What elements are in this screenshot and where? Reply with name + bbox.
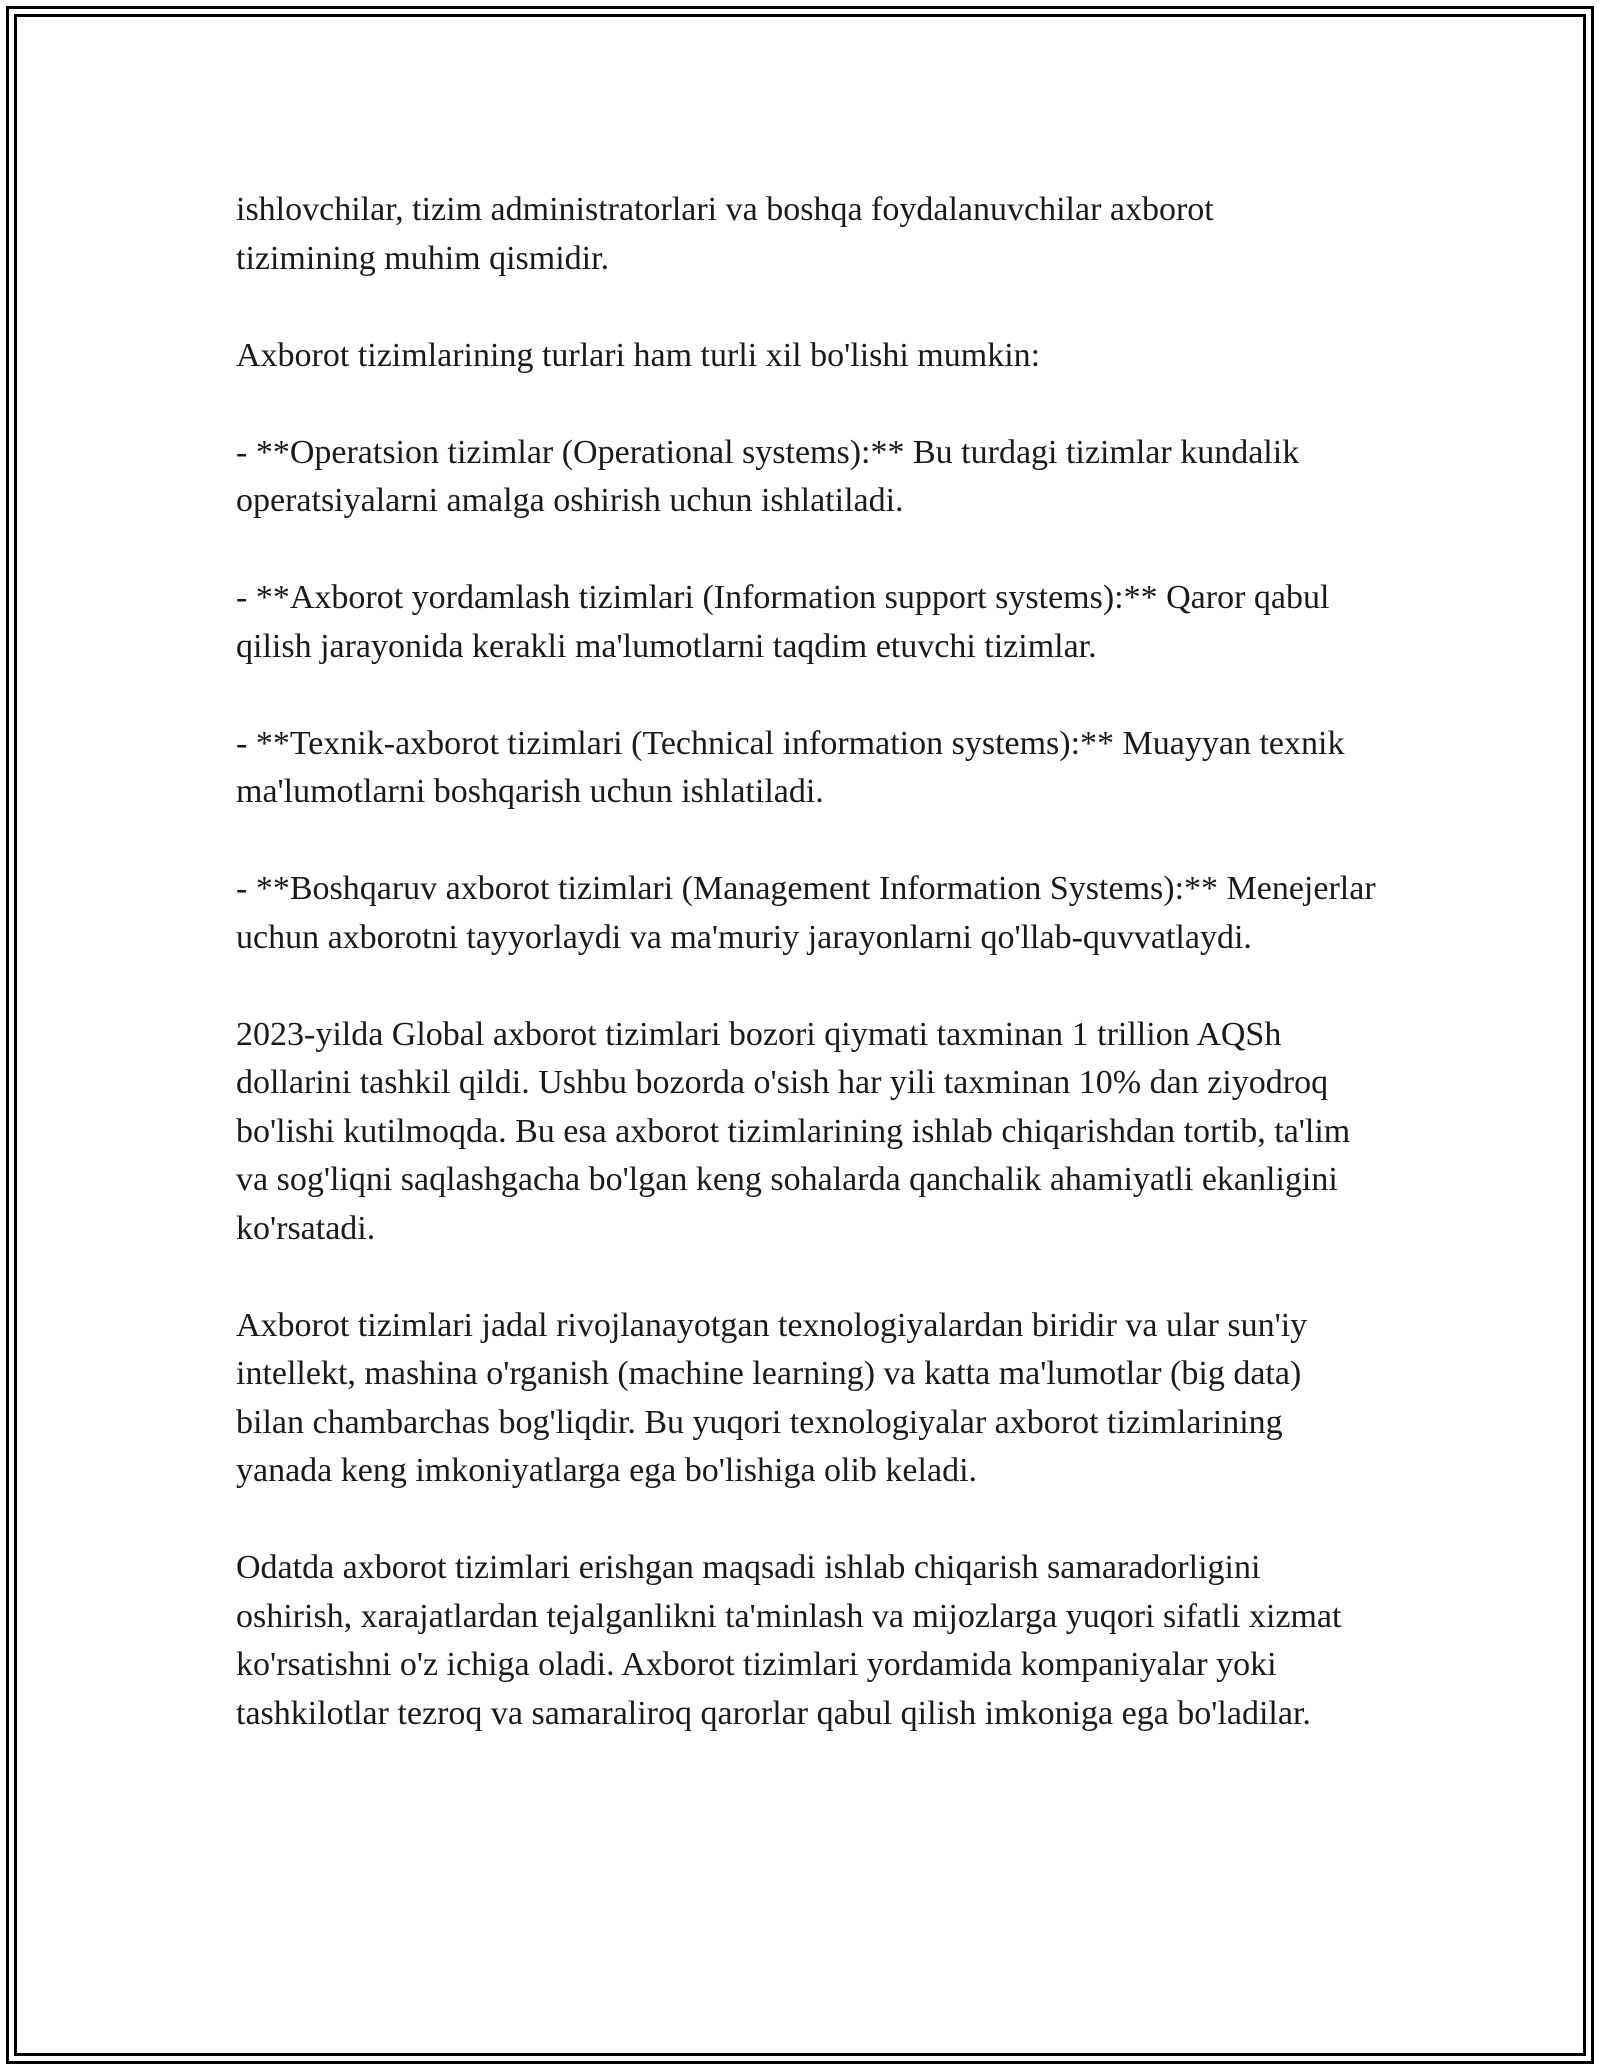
paragraph-continuation: ishlovchilar, tizim administratorlari va boshqa foydalanuvchilar axborot tizimining muhim qismidir. [236,191,1214,277]
list-item-management-information-systems: - **Boshqaruv axborot tizimlari (Management Information Systems):** Menejerlar uchun axborotni tayyorlaydi va ma'muriy jarayonlarni qo'llab-quvvatlaydi. [236,870,1376,956]
list-item-technical-information-systems: - **Texnik-axborot tizimlari (Technical information systems):** Muayyan texnik ma'lumotlarni boshqarish uchun ishlatiladi. [236,724,1345,810]
list-item-operational-systems: - **Operatsion tizimlar (Operational systems):** Bu turdagi tizimlar kundalik operatsiyalarni amalga oshirish uchun ishlatiladi. [236,433,1300,519]
paragraph-market-value: 2023-yilda Global axborot tizimlari bozori qiymati taxminan 1 trillion AQSh dollarini tashkil qildi. Ushbu bozorda o'sish har yili taxminan 10% dan ziyodroq bo'lishi kutilmoqda. Bu esa axborot tizimlarining ishlab chiqarishdan tortib, ta'lim va sog'liqni saqlashgacha bo'lgan keng sohalarda qanchalik ahamiyatli ekanligini ko'rsatadi. [236,1015,1351,1247]
paragraph-goals: Odatda axborot tizimlari erishgan maqsadi ishlab chiqarish samaradorligini oshirish, xarajatlardan tejalganlikni ta'minlash va mijozlarga yuqori sifatli xizmat ko'rsatishni o'z ichiga oladi. Axborot tizimlari yordamida kompaniyalar yoki tashkilotlar tezroq va samaraliroq qarorlar qabul qilish imkoniga ega bo'ladilar. [236,1549,1342,1732]
list-item-information-support-systems: - **Axborot yordamlash tizimlari (Information support systems):** Qaror qabul qilish jarayonida kerakli ma'lumotlarni taqdim etuvchi tizimlar. [236,579,1330,665]
document-body [236,186,1376,1787]
paragraph-technology-trends: Axborot tizimlari jadal rivojlanayotgan texnologiyalardan biridir va ular sun'iy intellekt, mashina o'rganish (machine learning) va katta ma'lumotlar (big data) bilan chambarchas bog'liqdir. Bu yuqori texnologiyalar axborot tizimlarining yanada keng imkoniyatlarga ega bo'lishiga olib keladi. [236,1306,1308,1489]
paragraph-types-intro: Axborot tizimlarining turlari ham turli xil bo'lishi mumkin: [236,336,1041,374]
